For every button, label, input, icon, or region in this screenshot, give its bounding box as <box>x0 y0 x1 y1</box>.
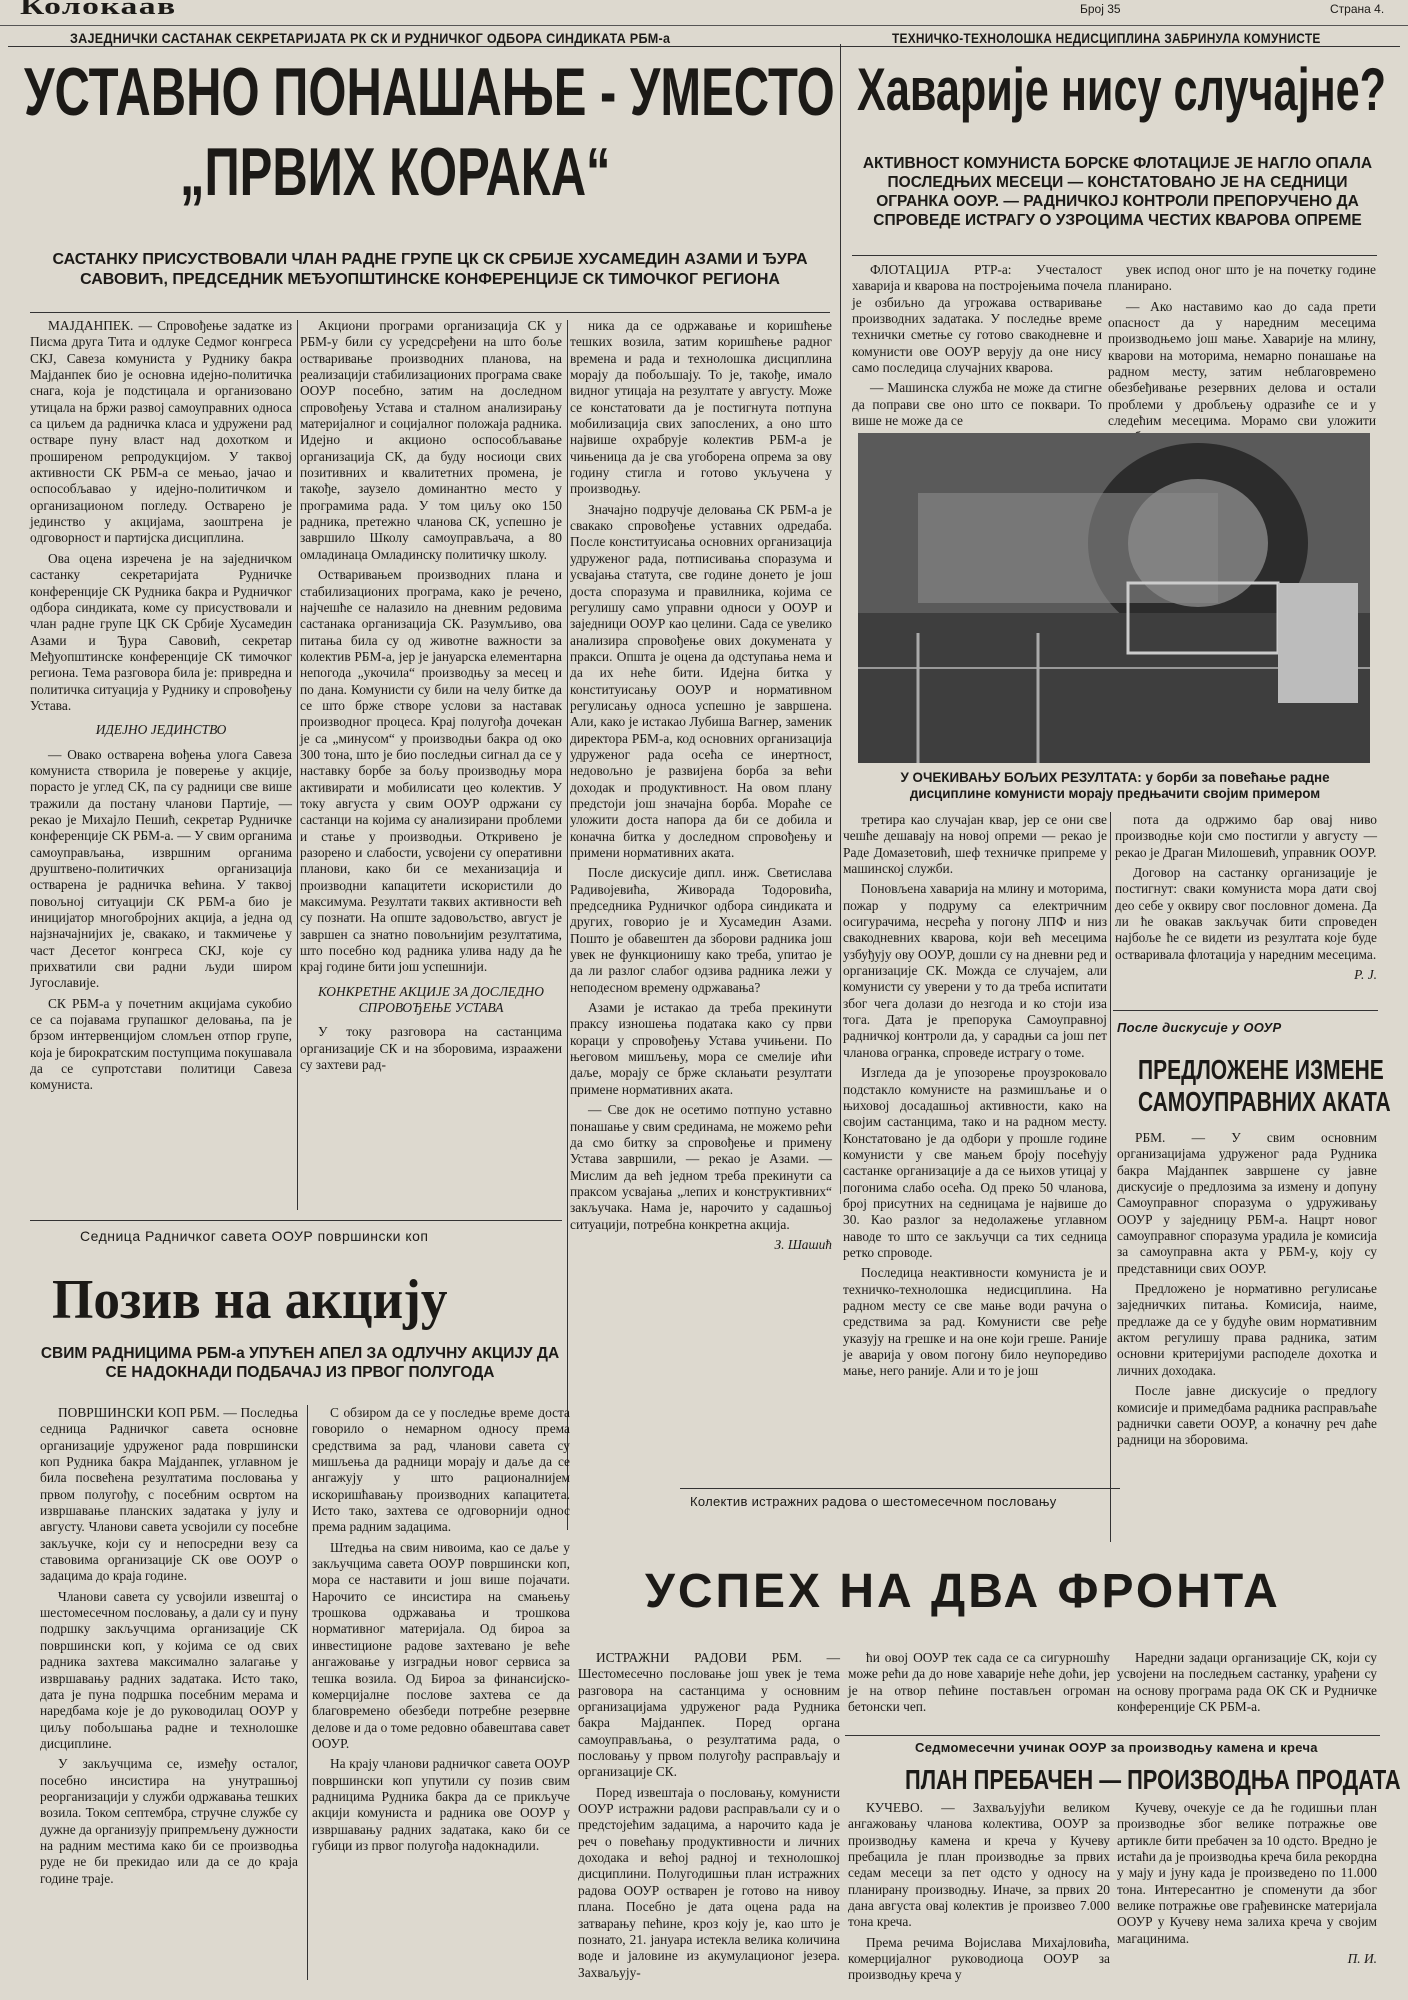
paragraph: МАЈДАНПЕК. — Спровођење задатке из Писма друга Тита и одлуке Седмог конгреса СКЈ, Савеза комуниста у Руднику бакра Мајданпек био је основна идејно-политичка снага, која је подстицала и организовано утицала на бржи развој самоуправних односа са циљем да радничка класа и удружени рад остваре пуну власт над дохотком и проширеном репродукцијом. У таквој активности СК РБМ-а се мењао, јачао и оспособљавао у идејно-политичком и организационом погледу. Остварено је јединство у акцијама, заоштрена је одговорност и партијска дисциплина. <box>30 318 292 546</box>
rule <box>30 312 830 313</box>
paragraph: З. Шашић <box>774 1236 832 1252</box>
article-kicker: Седница Радничког савета ООУР површински коп <box>80 1228 429 1244</box>
paragraph: Поновљена хаварија на млину и моторима, пожар у подруму са електричним осигурачима, несрећа у погону ЛПФ и низ свакодневних кварова, који већ месецима узбуђују ову ООУР, дошли су на дневни ред и организације СК. Можда се случајем, али комунисти су уверени у то да треба испитати због чега долази до незгода и ко стоји иза тога. Дата је препорука Самоуправној радничкој контроли да, у сарадњи са још пет чланова огранка, спроведе истрагу о томе. <box>843 881 1107 1060</box>
paragraph: увек испод оног што је на почетку године планирано. <box>1108 262 1376 294</box>
article-column-3 <box>843 812 1107 1542</box>
article-body <box>1117 1130 1377 1530</box>
article-column-2 <box>300 318 562 1213</box>
paragraph: — Машинска служба не може да стигне да поправи све оно што се поквари. То више не може да се <box>852 380 1102 429</box>
article-title-line2: „ПРВИХ КОРАКА“ <box>180 134 611 210</box>
col-rule <box>1110 812 1111 1542</box>
article-kicker: Колектив истражних радова о шестомесечном пословању <box>690 1494 1057 1509</box>
factory-photo <box>858 433 1370 763</box>
paragraph: Договор на састанку организације је постигнут: сваки комуниста мора дати свој део себе у оквиру свог пословног домена. Да ли ће овакав закључак бити спроведен најбоље ће се видети из резултата које буде остваривала флотација у наредним месецима. <box>1115 865 1377 962</box>
article-kicker: После дискусије у ООУР <box>1117 1020 1282 1035</box>
rule <box>1113 1010 1378 1011</box>
paragraph: П. И. <box>1347 1951 1377 1967</box>
paragraph: КОНКРЕТНЕ АКЦИЈЕ ЗА ДОСЛЕДНО СПРОВОЂЕЊЕ УСТАВА <box>318 983 544 1016</box>
article-column-4 <box>1115 812 1377 1007</box>
paragraph: пота да одржимо бар овај ниво производње који смо постигли у августу — рекао је Драган Милошевић, управник ООУР. <box>1115 812 1377 860</box>
kicker-rule <box>8 46 1400 47</box>
paragraph: КУЧЕВО. — Захваљујући великом ангажовању чланова колектива, ООУР за производњу камена и креча у Кучеву пребацила је план производње за првих седам месеци за пет одсто у односу на планирану производњу. Иначе, за првих 20 дана августа овај колектив је произвео 7.000 тона креча. <box>848 1800 1110 1930</box>
right-kicker: ТЕХНИЧКО-ТЕХНОЛОШКА НЕДИСЦИПЛИНА ЗАБРИНУЛА КОМУНИСТЕ <box>892 30 1321 46</box>
col-rule <box>297 320 298 1210</box>
paragraph: ИДЕЈНО ЈЕДИНСТВО <box>95 722 227 738</box>
col-rule <box>307 1405 308 1980</box>
paragraph: Остваривањем производних плана и стабилизационих програма, како је речено, најчешће се налазило на дневним редовима састанака организација СК. Разумљиво, ова питања била су од животне важности за колектив РБМ-а, јер је јануарска елементарна непогода „укочила“ производњу за месец и по дана. Комунисти су били на челу битке да се што брже створе услови за наставак производног процеса. Крај полугођа дочекан је са „минусом“ у производњи бакра од око 300 тона, што је био последњи сигнал да се у наставку борбе за бољу производњу мора активирати и мобилисати цео колектив. У току августа у свим ООУР одржани су састанци на којима су анализирани проблеми и стање у производњи. Откривено је разорено и слабости, усвојени су оперативни планови, како би се механизација и производни капацитети искористили до максимума. Резултати таквих активности већ су познати. На опште задовољство, август је завршен са знатно повољнијим резултатима, што посебно код радника улива наду да ће крај године бити још успешнији. <box>300 567 562 975</box>
paragraph: После дискусије дипл. инж. Светислава Радивојевића, Живорада Тодоровића, председника Рудничког одбора синдиката и других, говорио је и Хусамедин Азами. Пошто је обавештен да зборови радника још увек не функционишу како треба, упитао је да ли разлог слабог одзива радника лежи у неподесном времену одржавања? <box>570 865 832 995</box>
paragraph: Ова оцена изречена је на заједничком састанку секретаријата Рудничке конференције СК Рудника бакра и Рудничког одбора синдиката, коме су присуствовали и члан радне групе ЦК СК Србије Хусамедин Азами и Ђура Савовић, секретар Међуопштинске конференције СК тимочког региона. Тема разговора била је: привредна и политичка ситуација у Руднику и спровођењу Устава. <box>30 550 292 713</box>
paragraph: После јавне дискусије о предлогу комисије и примедбама радника расправљаће раднички савети ООУР, а коначну реч даће радници на зборовима. <box>1117 1383 1377 1448</box>
article-title: УСПЕХ НА ДВА ФРОНТА <box>645 1565 1281 1618</box>
article-column-2 <box>1108 262 1376 432</box>
article-title: Хаварије нису случајне? <box>857 56 1387 123</box>
article-title-line2: САМОУПРАВНИХ АКАТА <box>1138 1086 1391 1117</box>
paragraph: Чланови савета су усвојили извештај о шестомесечном пословању, а дали су и пуну подршку закључцима организације СК површински коп, у којима се од свих радника захтева максимално залагање у извршавању радних задатака. Исто тако, дата је пуна подршка посебним мерама и наредбама које је до руководилац ООУР у циљу побољшања радне и технолошке дисциплине. <box>40 1588 298 1751</box>
paragraph: Предложено је нормативно регулисање заједничких питања. Комисија, наиме, предлаже да се у будуће овим нормативним актом регулишу права радника, затим основни критеријуми расподеле дохотка и личних доходака. <box>1117 1281 1377 1378</box>
article-subtitle: АКТИВНОСТ КОМУНИСТА БОРСКЕ ФЛОТАЦИЈЕ ЈЕ НАГЛО ОПАЛА ПОСЛЕДЊИХ МЕСЕЦИ — КОНСТАТОВАНО ЈЕ НА СЕДНИЦИ ОГРАНКА ООУР. — РАДНИЧКОЈ КОНТРОЛИ ПРЕПОРУЧЕНО ДА СПРОВЕДЕ ИСТРАГУ О УЗРОЦИМА ЧЕСТИХ КВАРОВА ОПРЕМЕ <box>862 155 1373 229</box>
paragraph: ника да се одржавање и коришћење тешких возила, затим коришћење радног времена и рада и технолошка дисциплина морају да побољшају. То је, такође, имало видног утицаја на резултате у августу. Може се констатовати да је постигнута потпуна мобилизација свих запослених, а оно што највише охрабрује колектив РБМ-а је чињеница да је сва угоборена опрема за ову годину стигла и готово укључена у производњу. <box>570 318 832 497</box>
paragraph: Р. Ј. <box>1354 967 1377 983</box>
paragraph: — Овако остварена вођења улога Савеза комуниста створила је поверење у акције, порасто је углед СК, па су радници све више тражили да постану чланови Партије, — рекао је Михајло Пешић, секретар Рудничке конференције СК РБМ-а. — У свим органима самоуправљања, извршним органима друштвено-политичких организација остварена је радничка већина. У таквој повољној ситуацији СК РБМ-а био је иницијатор многобројних акција, а једна од најзначајнијих је, свакако, и такмичење у част Десетог конгреса СКЈ, које су прихватили сви радни људи широм Југославије. <box>30 746 292 991</box>
article-column-1 <box>848 1800 1110 1990</box>
paragraph: Према речима Војислава Михајловића, комерцијалног руководиоца ООУР за производњу креча у <box>848 1934 1110 1983</box>
article-title: Позив на акцију <box>52 1269 448 1331</box>
article-column-1 <box>40 1405 298 1985</box>
paragraph: СК РБМ-а у почетним акцијама сукобио се са појавама групашког деловања, па је брзом интервенцијом сломљен отпор групе, која је бирократским поступцима покушавала да се супротстави политици Савеза комуниста. <box>30 995 292 1093</box>
left-kicker: ЗАЈЕДНИЧКИ САСТАНАК СЕКРЕТАРИЈАТА РК СК И РУДНИЧКОГ ОДБОРА СИНДИКАТА РБМ-а <box>70 30 671 46</box>
paragraph: — Све док не осетимо потпуно уставно понашање у свим срединама, не можемо рећи да смо битку за спровођење и примену Устава завршили, — рекао је Азами. — Мислим да већ једном треба прекинути са праксом усвајања „лепих и конструктивних“ закључака. Нама је, нарочито у садашњој ситуацији, потребна конкретна акција. <box>570 1102 832 1232</box>
article-title: ПЛАН ПРЕБАЧЕН — ПРОИЗВОДЊА ПРОДАТА <box>905 1764 1401 1795</box>
paragraph: На крају чланови радничког савета ООУР површински коп упутили су позив свим радницима Рудника бакра да се прикључе акцији комуниста и радника ове ООУР у извршавању радних задатака, како би се губици из првог полугођа надокнадили. <box>312 1756 570 1853</box>
article-column-2 <box>848 1650 1110 1730</box>
article-subtitle: СВИМ РАДНИЦИМА РБМ-а УПУЋЕН АПЕЛ ЗА ОДЛУЧНУ АКЦИЈУ ДА СЕ НАДОКНАДИ ПОДБАЧАЈ ИЗ ПРВОГ ПОЛУГОДА <box>40 1345 560 1381</box>
article-kicker: Седмомесечни учинак ООУР за производњу камена и креча <box>915 1740 1318 1755</box>
rule <box>852 255 1377 256</box>
article-column-3 <box>570 318 832 1540</box>
issue-number: Број 35 <box>1080 2 1121 16</box>
column-divider <box>840 44 841 1194</box>
paragraph: Значајно подручје деловања СК РБМ-а је свакако спровођење уставних одредаба. После конституисања основних организација удруженог рада, потписивања споразума и усвајања статута, све године донето је још доста споразума и правилника, којима се регулишу само управни односи у ООУР и заједници ООУР као целини. Сада се увелико анализира спровођење ових докумената у пракси. Општа је оцена да одступања нема и да их неће бити. Идејна битка у конституисању ООУР и нормативном регулисању односа успешно је завршена. Али, како је истакао Лубиша Вагнер, заменик директора РБМ-а, код основних организација удруженог рада осећа се инертност, недовољно је развијена борба за већи доходак и продуктивност. На овом плану предстоји још значајна борба. Мораће се уложити доста напора да би се добила и коначна битка у доследном спровођењу и примени нормативних аката. <box>570 501 832 860</box>
masthead: Колокаав <box>20 0 177 20</box>
article-title-line1: УСТАВНО ПОНАШАЊЕ - УМЕСТО <box>24 54 835 130</box>
paragraph: ћи овој ООУР тек сада се са сигурношћу може рећи да до нове хаварије неће доћи, јер је на отвор пећине постављен огроман бетонски чеп. <box>848 1650 1110 1715</box>
col-rule <box>567 320 568 1530</box>
paragraph: Изгледа да је упозорење проузроковало подстакло комунисте на размишљање и о њиховој досадашњој активности, како на својим састанцима, тако и на радном месту. Констатовано је да одбори у прошле године комунисти у све мањем броју посећују састанке организације а да се њихов утицај у погонима слабо осећа. Од преко 50 чланова, број присутних на седницама је највише до 30. Као разлог за недолажење углавном наводе то што се закључци са тих седница ретко спроводе. <box>843 1065 1107 1260</box>
paragraph: Последица неактивности комуниста је и техничко-технолошка недисциплина. На радном месту се све мање води рачуна о средствима за рад. Комунисти све ређе указују на грешке и на оне који греше. Раније је аваријa у овом погону било неупоредиво мање, него раније. Али и то је још <box>843 1265 1107 1379</box>
paragraph: РБМ. — У свим основним организацијама удруженог рада Рудника бакра Мајданпек завршене су јавне дискусије о предлозима за измену и допуну Самоуправног споразума о удруживању ООУР у заједницу РБМ-а. Нацрт новог самоуправног споразума урадила је комисија за самоуправна акта у РБМ-у, коју су представници свих ООУР. <box>1117 1130 1377 1276</box>
page-number: Страна 4. <box>1330 2 1385 16</box>
paragraph: У току разговора на састанцима организације СК и на зборовима, израажени су захтеви рад- <box>300 1024 562 1073</box>
article-subtitle: САСТАНКУ ПРИСУСТВОВАЛИ ЧЛАН РАДНЕ ГРУПЕ ЦК СК СРБИЈЕ ХУСАМЕДИН АЗАМИ И ЂУРА САВОВИЋ, ПРЕДСЕДНИК МЕЂУОПШТИНСКЕ КОНФЕРЕНЦИЈЕ СК ТИМОЧКОГ РЕГИОНА <box>52 251 808 288</box>
paragraph: Азами је истакао да треба прекинути праксу изношења података како су први кораци у спровођењу Устава учињени. По његовом мишљењу, мора се смелије ићи даље, морају се брже склањати резултати примене нормативних аката. <box>570 1000 832 1097</box>
top-strip <box>0 0 1408 26</box>
paragraph: Акциони програми организација СК у РБМ-у били су усредсређени на што боље остваривање производних планова, на реализацији стабилизационих програма сваке ООУР посебно, затим на доследном спровођењу Устава и сталном анализирању материјалног и социјалног положаја радника. Идејно и акционо оспособљавање организација СК, да буду носиоци свих позитивних и квалитетних промена, је такође, заузело доминантно место у програмима рада. У том циљу око 150 радника, претежно чланова СК, успешно је завршило Школу самоуправљача, а 80 омладинаца Омладинску политичку школу. <box>300 318 562 562</box>
rule <box>845 1735 1380 1736</box>
article-column-2 <box>1117 1800 1377 1990</box>
paragraph: ФЛОТАЦИЈА РТР-а: Учесталост хаварија и кварова на постројењима почела је озбиљно да угрожава остваривање производних задатака. У последње време технички сметње су готово свакодневне и комунисти ове ООУР верују да оне нису само последица случајних кварова. <box>852 262 1102 376</box>
paragraph: — Ако наставимо као до сада прети опасност да у наредним месецима производњемо још мање. Хаварије на млину, кварови на моторима, немарно понашање на радном месту, затим неблаговремено обезбеђивање резервних делова и остали проблеми у дробљењу одразиће се и у следећим месецима. Морамо сви уложити <box>1108 298 1376 429</box>
paragraph: Наредни задаци организације СК, који су усвојени на последњем састанку, урађени су на основу програма рада ОК СК и Рудничке конференције СК РБМ-а. <box>1117 1650 1377 1715</box>
article-title-line1: ПРЕДЛОЖЕНЕ ИЗМЕНЕ <box>1138 1054 1384 1085</box>
article-column-1 <box>852 262 1102 432</box>
paragraph: ПОВРШИНСКИ КОП РБМ. — Последња седница Радничког савета основне организације удруженог рада површински коп Рудника бакра Мајданпек, углавном је била посвећена резултатима пословања у првом полугођу, с посебним освртом на извршавање планских задатака у јулу и августу. Чланови савета усвојили су посебне закључке, који су и непосредни везу са ставовима организације СК ове ООУР о задацима до краја године. <box>40 1405 298 1584</box>
paragraph: третира као случајан квар, јер се они све чешће дешавају на новој опреми — рекао је Раде Домазетовић, шеф техничке припреме у машинској служби. <box>843 812 1107 877</box>
paragraph: ИСТРАЖНИ РАДОВИ РБМ. — Шестомесечно пословање још увек је тема разговора на састанцима у основним организацијама удруженог рада Рудника бакра Мајданпек. Поред органа самоуправљања, о резултатима рада, о пословању у првом полугођу расправљају и организације СК. <box>578 1650 840 1780</box>
article-column-1 <box>578 1650 840 1990</box>
rule <box>680 1488 1120 1489</box>
photo-caption: У ОЧЕКИВАЊУ БОЉИХ РЕЗУЛТАТА: у борби за повећање радне дисциплине комунисти морају предњачити својим примером <box>900 770 1330 802</box>
rule <box>30 1220 562 1221</box>
paragraph: У закључцима се, између осталог, посебно инсистира на унутрашњој реорганизацији у служби одржавања тешких возила. Током септембра, стручне службе су дужне да организују припремљену дужности на радним местима како би се производња руде не би прекидао или да се до краја године траје. <box>40 1756 298 1886</box>
article-column-1 <box>30 318 292 1213</box>
paragraph: Штедња на свим нивоима, као се даље у закључцима савета ООУР површински коп, мора се наставити и још више појачати. Нарочито се инсистира на смањењу трошкова одржавања и трошкова нормативног материјала. Од бироа за инвестиционе радове захтевано је веће ангажовање у изградњи новог сервиса за тешка возила. Од Бироа за финансијско-комерцијалне послове захтева се да благовремено обезбеди потребне резервне делове и да о томе редовно обавештава савет ООУР. <box>312 1539 570 1751</box>
paragraph: Поред извештаја о пословању, комунисти ООУР истражни радови расправљали су и о предстојећим задацима, а нарочито када је реч о повећању продуктивности и личних доходака и већој радној и технолошкој дисциплини. Полугодишњи план истражних радова ООУР остварен је готово на нивоу плана. Посебно је дата оцена рада на затварању пећине, кроз коју је, као што је познато, 21. јануара истекла велика количина воде и јаловине из акумулационог језера. Захваљују- <box>578 1784 840 1980</box>
paragraph: Кучеву, очекује се да ће годишњи план производње због велике потражње ове артикле бити пребачен за 10 одсто. Вредно је истаћи да је производња креча била рекордна у мају и јуну када је произведено по 11.000 тона. Интересантно је споменути да због велике потражње ове грађевинске материјала ООУР у Кучеву нема залиха креча у својим магацинима. <box>1117 1800 1377 1946</box>
article-column-3 <box>1117 1650 1377 1730</box>
paragraph: С обзиром да се у последње време доста говорило о немарном односу према средствима за рад, чланови савета су мишљења да радници морају и даље да се ангажују у што рационалнијем искоришћавању производних капацитета. Исто тако, захтева се одговорнији однос према радним задацима. <box>312 1405 570 1535</box>
article-column-2 <box>312 1405 570 1985</box>
